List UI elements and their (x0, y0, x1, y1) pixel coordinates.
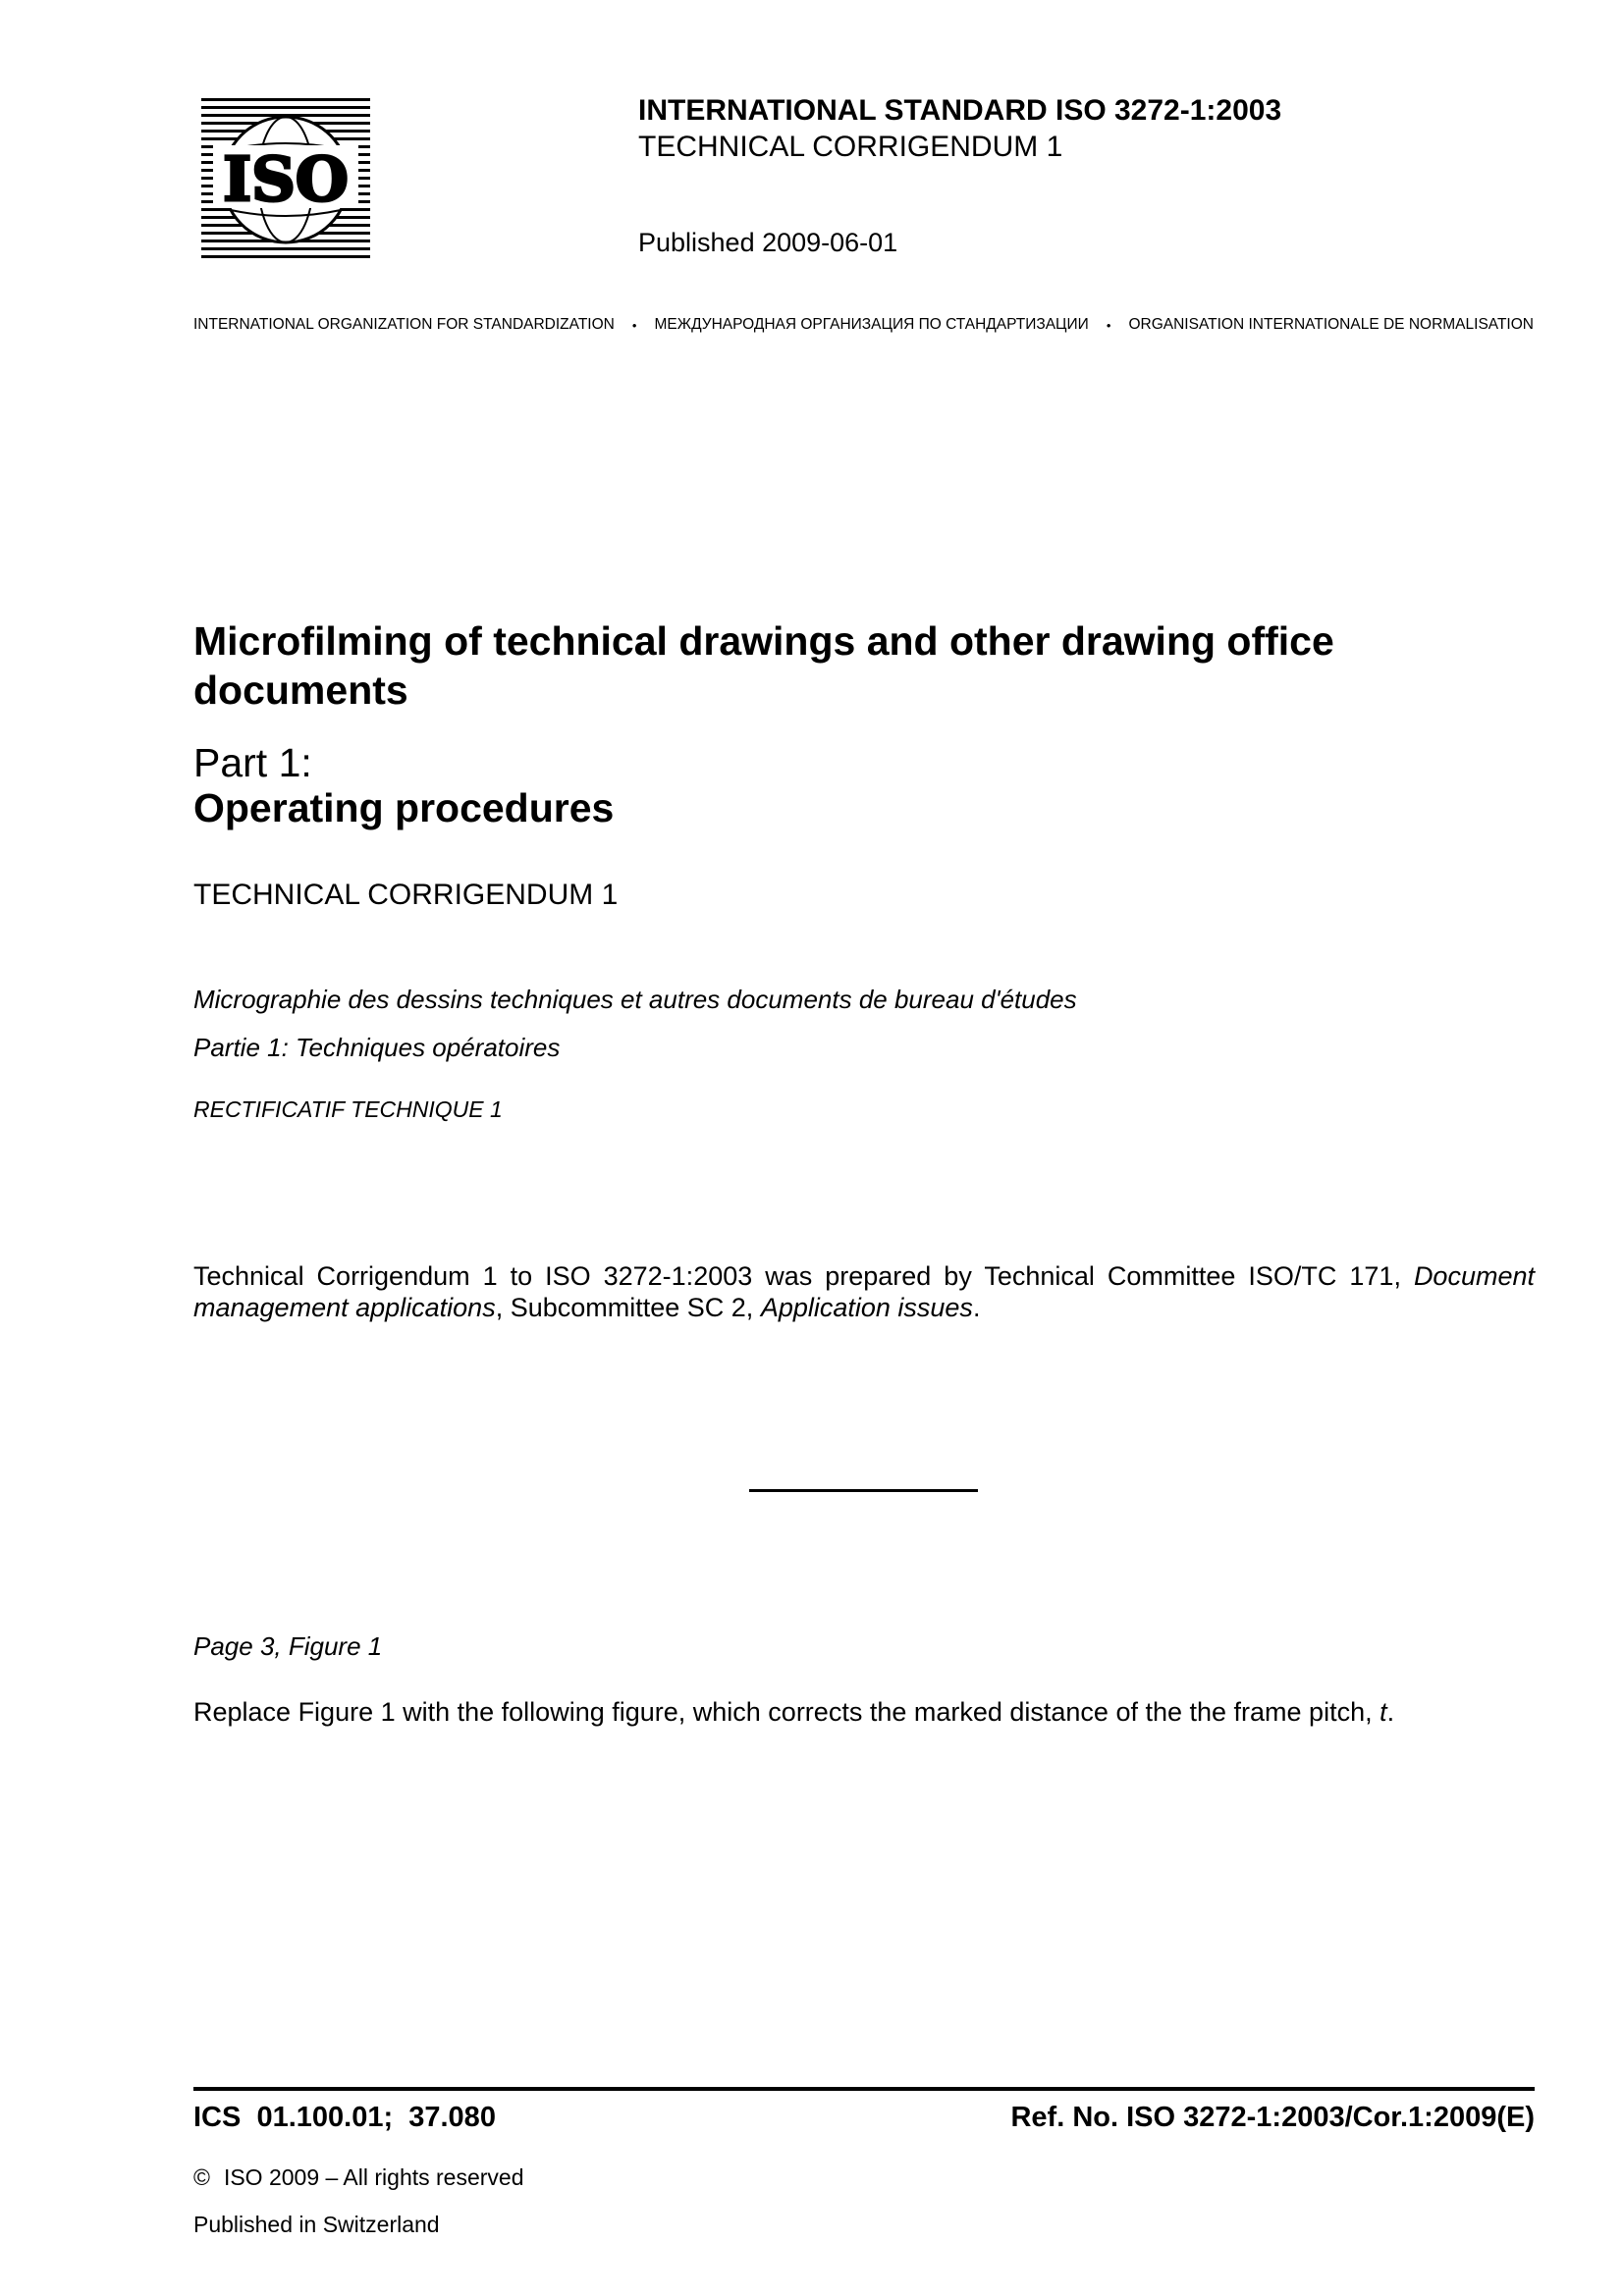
replace-text: Replace Figure 1 with the following figure, which corrects the marked distance of the the frame pitch, (193, 1697, 1380, 1727)
subcommittee-intro: , Subcommittee SC 2, (495, 1293, 761, 1322)
subcommittee-name: Application issues (760, 1293, 973, 1322)
standard-title: INTERNATIONAL STANDARD ISO 3272-1:2003 (638, 94, 1282, 127)
committee-name: Document management applications (193, 1261, 1535, 1322)
replacement-paragraph (193, 1697, 1394, 1728)
copyright-icon: © (193, 2164, 210, 2190)
org-separator: • (1106, 317, 1111, 333)
document-title: Microfilming of technical drawings and other drawing office documents (193, 618, 1334, 713)
published-date: Published 2009-06-01 (638, 228, 898, 257)
prepared-intro: Technical Corrigendum 1 to ISO 3272-1:2003 was prepared by Technical Committee ISO/TC 171, (193, 1261, 1414, 1291)
logo-text: ISO (223, 143, 349, 215)
part-title: Operating procedures (193, 785, 615, 830)
org-separator: • (631, 317, 637, 333)
part-number: Part 1: (193, 740, 312, 785)
ics-codes: ICS 01.100.01; 37.080 (193, 2102, 496, 2133)
published-in: Published in Switzerland (193, 2212, 440, 2237)
copyright-text: ISO 2009 – All rights reserved (223, 2164, 524, 2190)
pitch-symbol: t (1380, 1697, 1387, 1727)
organization-line (193, 316, 1534, 334)
preparation-paragraph (193, 1260, 1535, 1323)
org-name-en: INTERNATIONAL ORGANIZATION FOR STANDARDIZATION (193, 316, 615, 333)
french-title: Micrographie des dessins techniques et autres documents de bureau d'études (193, 985, 1077, 1014)
org-name-ru: МЕЖДУНАРОДНАЯ ОРГАНИЗАЦИЯ ПО СТАНДАРТИЗАЦИИ (654, 316, 1089, 333)
corrigendum-heading: TECHNICAL CORRIGENDUM 1 (193, 879, 619, 911)
french-rectificatif: RECTIFICATIF TECHNIQUE 1 (193, 1096, 503, 1122)
corrigendum-label: TECHNICAL CORRIGENDUM 1 (638, 131, 1063, 163)
iso-logo (201, 98, 370, 261)
reference-number: Ref. No. ISO 3272-1:2003/Cor.1:2009(E) (1010, 2102, 1535, 2133)
french-part: Partie 1: Techniques opératoires (193, 1033, 561, 1062)
footer-rule (193, 2087, 1535, 2091)
org-name-fr: ORGANISATION INTERNATIONALE DE NORMALISATION (1128, 316, 1534, 333)
copyright-notice (193, 2164, 524, 2191)
end-punct: . (972, 1293, 981, 1322)
page-reference: Page 3, Figure 1 (193, 1631, 383, 1661)
section-separator (749, 1489, 978, 1492)
end-punct: . (1386, 1697, 1395, 1727)
